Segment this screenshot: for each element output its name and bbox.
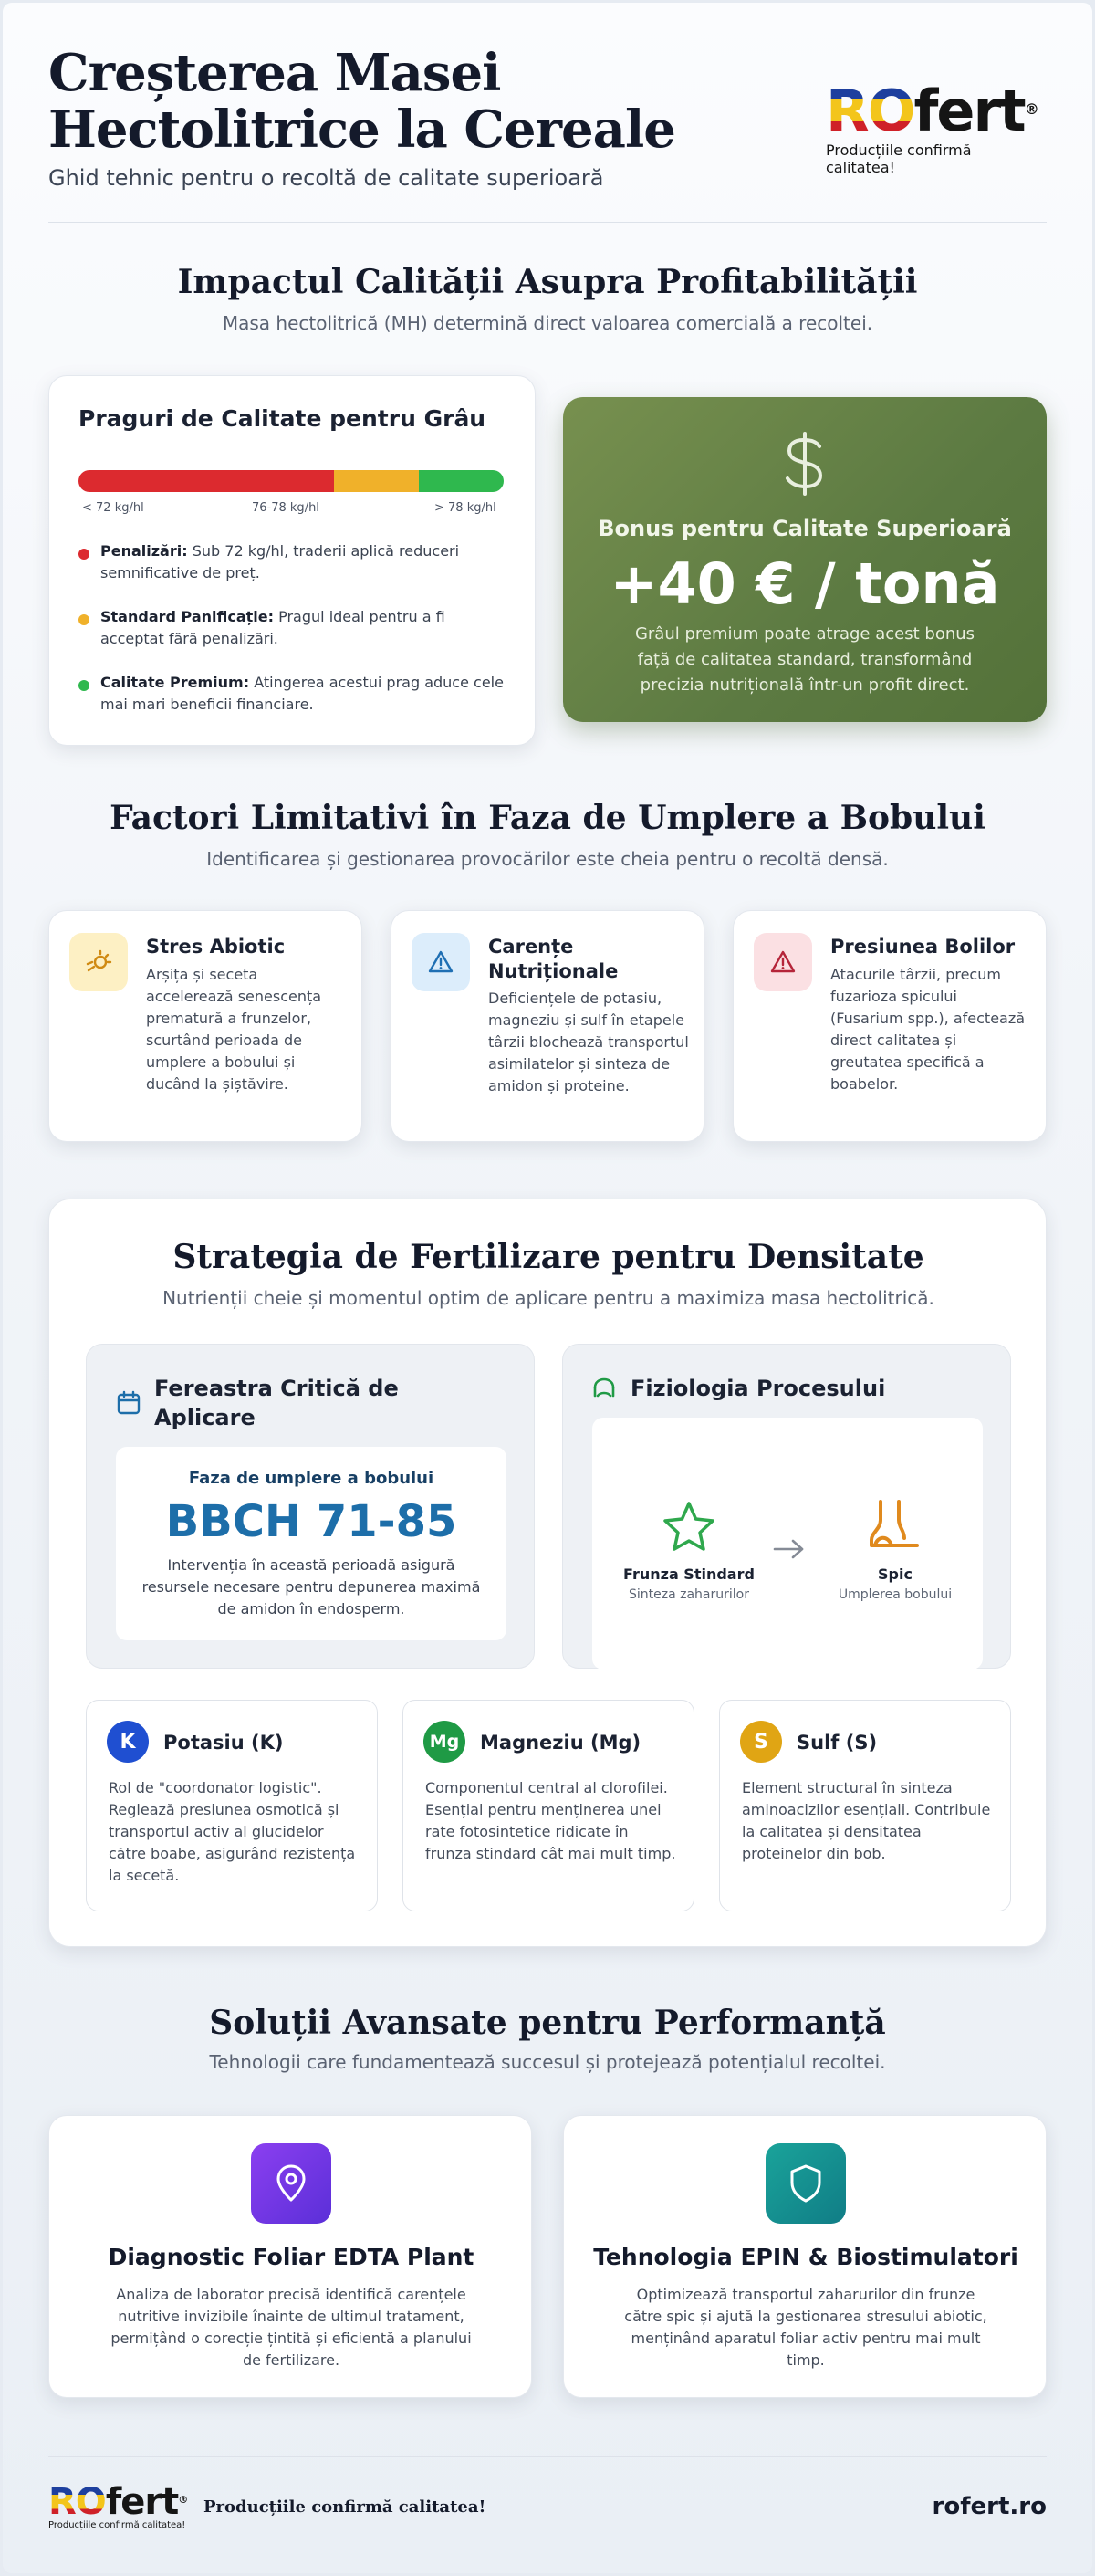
green-dot-icon <box>78 680 89 691</box>
nutrient-card-potassium <box>86 1700 378 1911</box>
legend-text: Pragul ideal pentru a fi acceptat fără penalizări. <box>100 608 445 647</box>
sun-stress-icon <box>69 933 128 991</box>
calendar-icon <box>116 1390 141 1419</box>
strategy-title: Strategia de Fertilizare pentru Densitate <box>172 1238 924 1276</box>
factor-card-abiotic <box>48 910 362 1142</box>
infographic-page <box>3 3 1092 2573</box>
tick-mid: 76-78 kg/hl <box>252 501 319 515</box>
bar-segment-penalty <box>78 470 334 492</box>
logo-tagline: Producțiile confirmă calitatea! <box>48 2520 186 2530</box>
window-title: Fereastra Critică de Aplicare <box>154 1376 399 1430</box>
flow-from-title: Frunza Stindard <box>623 1565 755 1583</box>
factor-description: Atacurile târzii, precum fuzarioza spicului (Fusarium spp.), afectează direct calitatea și greutatea specifică a boabelor. <box>830 966 1026 1093</box>
logo-ro: RO <box>48 2481 106 2523</box>
page-subtitle: Ghid tehnic pentru o recoltă de calitate superioară <box>48 165 604 191</box>
legend-text: Sub 72 kg/hl, traderii aplică reduceri semnificative de preț. <box>100 542 460 581</box>
bar-segment-premium <box>419 470 504 492</box>
critical-window-panel <box>86 1344 535 1669</box>
nutrient-description: Rol de "coordonator logistic". Reglează presiunea osmotică și transportul activ al glucidelor către boabe, asigurând rezistența la secetă. <box>109 1779 356 1884</box>
dollar-icon <box>776 430 834 497</box>
wheat-spike-icon <box>864 1498 923 1556</box>
thresholds-title: Praguri de Calitate pentru Grâu <box>78 405 486 432</box>
physiology-title: Fiziologia Procesului <box>631 1376 886 1401</box>
potassium-badge-icon: K <box>107 1721 149 1763</box>
factor-description: Arșița și seceta accelerează senescența prematură a frunzelor, scurtând perioada de umplere a bobului și ducând la șiștăvire. <box>146 966 322 1093</box>
flow-from-subtitle: Sinteza zaharurilor <box>629 1587 749 1602</box>
bonus-card <box>563 397 1047 722</box>
logo-registered: ® <box>178 2494 188 2506</box>
solutions-subtitle: Tehnologii care fundamentează succesul și protejează potențialul recoltei. <box>209 2051 886 2073</box>
legend-text: Atingerea acestui prag aduce cele mai mari beneficii financiare. <box>100 674 504 713</box>
impact-subtitle: Masa hectolitrică (MH) determină direct valoarea comercială a recoltei. <box>222 312 873 334</box>
legend-label: Standard Panificație: <box>100 608 275 625</box>
solution-card-diagnostic <box>48 2115 532 2398</box>
footer-logo <box>48 2481 194 2530</box>
yellow-dot-icon <box>78 614 89 625</box>
logo-fert: fert <box>105 2481 179 2523</box>
factor-title: Stres Abiotic <box>146 936 286 958</box>
footer-website-link[interactable]: rofert.ro <box>932 2493 1047 2520</box>
legend-penalties <box>78 540 507 584</box>
bbch-value: BBCH 71-85 <box>165 1496 457 1547</box>
factor-card-nutritional <box>391 910 704 1142</box>
nutrient-name: Potasiu (K) <box>163 1732 284 1754</box>
nutrient-description: Componentul central al clorofilei. Esențial pentru menținerea unei rate fotosintetice ridicate în frunza stindard cât mai mult timp. <box>425 1779 676 1862</box>
impact-title: Impactul Calității Asupra Profitabilității <box>177 263 918 301</box>
solution-title: Tehnologia EPIN & Biostimulatori <box>593 2244 1018 2270</box>
tick-high: > 78 kg/hl <box>434 501 496 515</box>
solution-description: Optimizează transportul zaharurilor din frunze către spic și ajută la gestionarea stresului abiotic, menținând aparatul foliar activ pentru mai mult timp. <box>624 2286 987 2369</box>
window-description: Intervenția în această perioadă asigură resursele necesare pentru depunerea maximă de amidon în endosperm. <box>141 1556 481 1618</box>
disease-alert-icon <box>754 933 812 991</box>
magnesium-badge-icon: Mg <box>423 1721 465 1763</box>
legend-label: Calitate Premium: <box>100 674 250 691</box>
logo-ro: RO <box>826 78 914 144</box>
strategy-section <box>48 1199 1047 1947</box>
bonus-description: Grâul premium poate atrage acest bonus față de calitatea standard, transformând precizia nutrițională într-un profit direct. <box>634 624 975 695</box>
warning-icon <box>412 933 470 991</box>
legend-label: Penalizări: <box>100 542 188 560</box>
solution-title: Diagnostic Foliar EDTA Plant <box>108 2244 474 2270</box>
solution-description: Analiza de laborator precisă identifică carențele nutritive invizibile înainte de ultimul tratament, permițând o corecție țintită și eficientă a planului de fertilizare. <box>110 2286 472 2369</box>
solutions-title: Soluții Avansate pentru Performanță <box>209 2004 886 2042</box>
bonus-value: +40 € / tonă <box>610 550 1000 617</box>
footer-divider <box>48 2456 1047 2457</box>
phase-label: Faza de umplere a bobului <box>188 1469 434 1488</box>
solution-card-epin <box>563 2115 1047 2398</box>
footer-tagline: Producțiile confirmă calitatea! <box>203 2497 486 2517</box>
legend-standard <box>78 606 507 650</box>
flow-to-subtitle: Umplerea bobului <box>838 1587 953 1602</box>
bbch-box <box>116 1447 506 1640</box>
star-leaf-icon <box>660 1498 718 1560</box>
physiology-flow <box>592 1418 983 1670</box>
thresholds-bar <box>78 470 504 492</box>
logo-fert: fert <box>913 78 1025 144</box>
nutrient-description: Element structural în sinteza aminoacizilor esențiali. Contribuie la calitatea și densitatea proteinelor din bob. <box>742 1779 991 1862</box>
shield-icon <box>766 2143 846 2224</box>
quality-thresholds-card <box>48 375 536 746</box>
nutrient-name: Sulf (S) <box>797 1732 878 1754</box>
factors-title: Factori Limitativi în Faza de Umplere a Bobului <box>110 799 986 837</box>
nutrient-name: Magneziu (Mg) <box>480 1732 641 1754</box>
nutrient-card-sulfur <box>719 1700 1011 1911</box>
arrow-right-icon <box>773 1538 806 1564</box>
red-dot-icon <box>78 549 89 560</box>
rofert-logo <box>826 78 1045 176</box>
strategy-subtitle: Nutrienții cheie și momentul optim de aplicare pentru a maximiza masa hectolitrică. <box>162 1287 934 1309</box>
map-pin-icon <box>251 2143 331 2224</box>
factor-title: Presiunea Bolilor <box>830 936 1016 958</box>
process-cycle-icon <box>590 1376 618 1407</box>
logo-tagline: Producțiile confirmă calitatea! <box>826 141 972 176</box>
factor-description: Deficiențele de potasiu, magneziu și sulf în etapele târzii blochează transportul asimilatelor și sinteza de amidon și proteine. <box>488 990 689 1094</box>
flow-to-title: Spic <box>878 1565 912 1583</box>
tick-low: < 72 kg/hl <box>82 501 144 515</box>
physiology-panel <box>562 1344 1011 1669</box>
sulfur-badge-icon: S <box>740 1721 782 1763</box>
factors-subtitle: Identificarea și gestionarea provocărilor este cheia pentru o recoltă densă. <box>206 848 889 870</box>
bonus-title: Bonus pentru Calitate Superioară <box>598 516 1012 541</box>
bar-segment-standard <box>334 470 419 492</box>
nutrient-card-magnesium <box>402 1700 694 1911</box>
legend-premium <box>78 672 507 716</box>
header-divider <box>48 222 1047 223</box>
factor-title: Carențe Nutriționale <box>488 936 619 982</box>
factor-card-diseases <box>733 910 1047 1142</box>
page-title: Creșterea Masei Hectolitrice la Cereale <box>48 43 675 160</box>
logo-registered: ® <box>1024 100 1038 118</box>
